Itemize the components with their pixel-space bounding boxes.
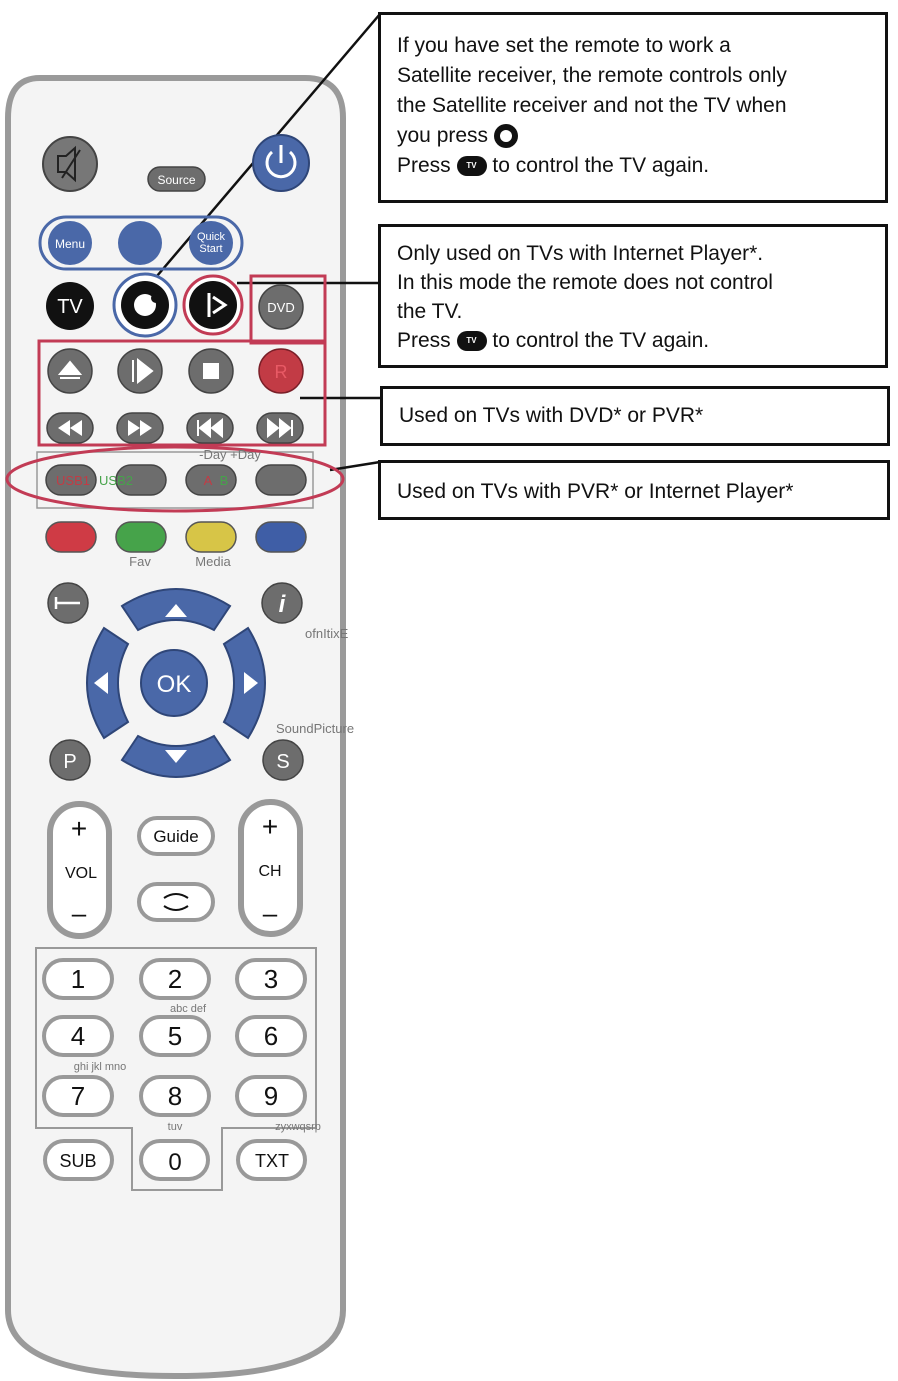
key-6-button[interactable] <box>237 1017 305 1055</box>
s-label: S <box>276 751 290 773</box>
key-5-label: 5 <box>167 1021 183 1051</box>
key-abc-label: abc def <box>169 1003 207 1015</box>
key-2-label: 2 <box>167 964 183 994</box>
key-6-label: 6 <box>263 1021 279 1051</box>
internet-callout-line3: the TV. <box>397 300 463 323</box>
satellite-callout-line1: If you have set the remote to work a <box>397 34 731 57</box>
key-3-button[interactable] <box>237 960 305 998</box>
stop-button[interactable] <box>189 349 233 393</box>
usb1-button[interactable] <box>46 465 96 495</box>
record-label: R <box>274 362 288 382</box>
sound-picture-label: SoundPicture <box>276 721 355 736</box>
source-button[interactable] <box>148 167 205 191</box>
satellite-callout-line2: Satellite receiver, the remote controls only <box>397 64 787 87</box>
internet-callout-line2: In this mode the remote does not control <box>397 271 773 294</box>
fav-label: Fav <box>129 554 151 569</box>
skip-forward-button[interactable] <box>257 413 303 443</box>
mute-button[interactable] <box>43 137 97 191</box>
zero-label: 0 <box>168 1149 182 1176</box>
record-button[interactable] <box>259 349 303 393</box>
key-1-button[interactable] <box>44 960 112 998</box>
satellite-callout-line5a: Press <box>397 154 451 177</box>
volume-rocker[interactable] <box>50 804 109 936</box>
txt-label: TXT <box>255 1151 289 1171</box>
key-7-button[interactable] <box>44 1077 112 1115</box>
key-5-button[interactable] <box>141 1017 209 1055</box>
power-button[interactable] <box>253 135 309 191</box>
channel-label: CH <box>258 863 282 880</box>
a-label: A <box>203 473 213 488</box>
key-ghi-label: ghi jkl mno <box>73 1061 127 1073</box>
pvr-callout <box>378 460 890 520</box>
channel-rocker[interactable] <box>241 802 300 934</box>
key-8-label: 8 <box>167 1081 183 1111</box>
blank-blue-button[interactable] <box>118 221 162 265</box>
volume-down-label: – <box>71 898 87 928</box>
channel-down-label: – <box>262 898 278 928</box>
satellite-callout-line3: the Satellite receiver and not the TV when <box>397 94 787 117</box>
dvd-button[interactable] <box>259 285 303 329</box>
sub-label: SUB <box>59 1151 97 1171</box>
key-4-label: 4 <box>70 1021 86 1051</box>
dvd-callout-text: Used on TVs with DVD* or PVR* <box>399 404 704 427</box>
key-tuv-label: tuv <box>167 1121 183 1133</box>
tv-mini-icon: TV <box>457 331 487 351</box>
tv-button[interactable] <box>46 282 94 330</box>
back-button[interactable] <box>48 583 88 623</box>
key-7-label: 7 <box>70 1081 86 1111</box>
play-pause-button[interactable] <box>118 349 162 393</box>
dvd-callout <box>380 386 890 446</box>
swap-button[interactable] <box>139 884 213 920</box>
source-label: Source <box>157 173 196 187</box>
tv-label: TV <box>57 296 83 318</box>
s-button[interactable] <box>263 740 303 780</box>
quick-start-button[interactable] <box>189 221 233 265</box>
quick-start-line1: Quick <box>196 231 226 243</box>
internet-callout-line4a: Press <box>397 329 451 352</box>
eject-button[interactable] <box>48 349 92 393</box>
key-3-label: 3 <box>263 964 279 994</box>
txt-button[interactable] <box>238 1141 305 1179</box>
usb1-label: USB1 <box>56 473 90 488</box>
key-0-button[interactable] <box>141 1141 208 1179</box>
ok-label: OK <box>156 671 192 698</box>
green-button[interactable] <box>116 522 166 552</box>
key-1-label: 1 <box>70 964 86 994</box>
key-2-button[interactable] <box>141 960 209 998</box>
volume-label: VOL <box>64 865 98 882</box>
fast-forward-button[interactable] <box>117 413 163 443</box>
p-label: P <box>63 751 77 773</box>
key-4-button[interactable] <box>44 1017 112 1055</box>
red-button[interactable] <box>46 522 96 552</box>
b-label: B <box>219 473 229 488</box>
pvr-callout-text: Used on TVs with PVR* or Internet Player* <box>397 480 794 503</box>
sub-button[interactable] <box>45 1141 112 1179</box>
info-button[interactable] <box>262 583 302 623</box>
internet-callout-line4b: to control the TV again. <box>492 329 710 352</box>
stop-icon <box>203 363 219 379</box>
menu-button[interactable] <box>48 221 92 265</box>
internet-callout <box>378 224 888 368</box>
dvd-label: DVD <box>267 300 295 315</box>
guide-label: Guide <box>153 827 199 846</box>
info-label: i <box>278 591 286 618</box>
day-button[interactable] <box>186 465 236 495</box>
internet-player-button[interactable] <box>184 276 242 334</box>
satellite-callout-line4: you press <box>397 124 489 147</box>
satellite-callout-line5b: to control the TV again. <box>492 154 710 177</box>
info-side-label: ofnItixE <box>305 626 349 641</box>
key-8-button[interactable] <box>141 1077 209 1115</box>
satellite-button[interactable] <box>114 274 176 336</box>
internet-callout-line1: Only used on TVs with Internet Player*. <box>397 242 764 265</box>
yellow-button[interactable] <box>186 522 236 552</box>
p-button[interactable] <box>50 740 90 780</box>
satellite-callout <box>378 12 888 203</box>
quick-start-line2: Start <box>199 243 223 255</box>
key-wxyz-label: zyxwqsrp <box>275 1121 321 1133</box>
tv-mini-icon: TV <box>457 156 487 176</box>
blue-button[interactable] <box>256 522 306 552</box>
ok-button[interactable] <box>141 650 207 716</box>
menu-label: Menu <box>54 237 86 251</box>
usb2-label: USB2 <box>99 473 133 488</box>
plus-day-button[interactable] <box>256 465 306 495</box>
day-label: -Day +Day <box>199 447 261 462</box>
key-9-label: 9 <box>263 1081 279 1111</box>
key-9-button[interactable] <box>237 1077 305 1115</box>
guide-button[interactable] <box>139 818 213 854</box>
satellite-mini-icon <box>494 124 518 148</box>
skip-back-button[interactable] <box>187 413 233 443</box>
volume-up-label: + <box>70 813 88 844</box>
media-label: Media <box>195 554 231 569</box>
rewind-button[interactable] <box>47 413 93 443</box>
channel-up-label: + <box>261 811 279 842</box>
